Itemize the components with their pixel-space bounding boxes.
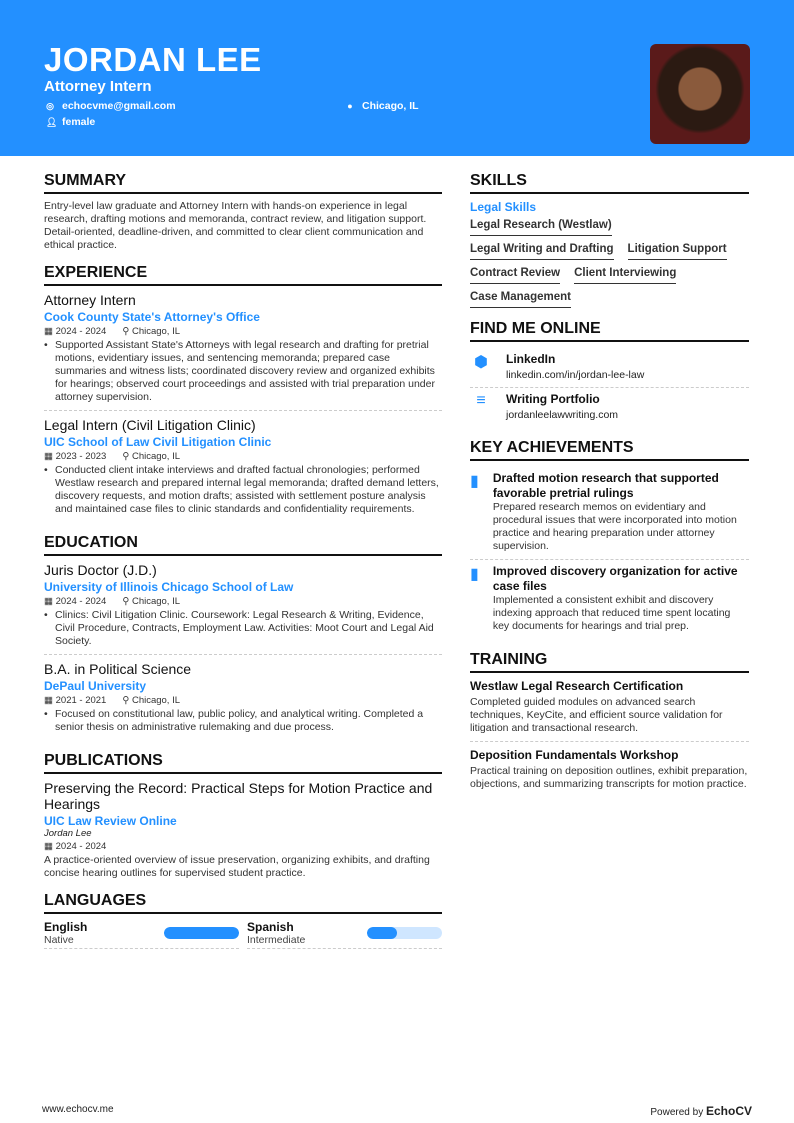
candidate-title: Attorney Intern <box>44 78 152 95</box>
dates: 2024 - 2024 <box>55 841 107 852</box>
proficiency-bar <box>164 927 239 939</box>
location-contact <box>346 100 419 112</box>
section-heading: LANGUAGES <box>44 892 442 914</box>
summary-section <box>44 172 442 252</box>
publication-description: A practice-oriented overview of issue preservation, organizing exhibits, and drafting concise hearing outlines for supervised student practice. <box>44 854 430 879</box>
skill-tag: Contract Review <box>470 264 560 284</box>
section-heading: SUMMARY <box>44 172 442 194</box>
calendar-icon: ▦ 2023 - 2023 <box>44 451 107 462</box>
section-heading: EXPERIENCE <box>44 264 442 286</box>
header <box>0 0 794 156</box>
achievement-text: Prepared research memos on evidentiary and procedural issues that were incorporated into motion practice and hearing preparation under attorney supervision. <box>492 501 737 552</box>
cube-icon: ⬢ <box>474 354 488 371</box>
email-text: echocvme@gmail.com <box>62 100 176 112</box>
gender-contact <box>46 116 95 128</box>
location-pin-icon: ⚲ Chicago, IL <box>122 695 181 706</box>
online-url[interactable]: linkedin.com/in/jordan-lee-law <box>506 369 645 381</box>
online-section <box>470 320 749 427</box>
achievement-title: Improved discovery organization for active case files <box>492 564 738 593</box>
author: Jordan Lee <box>44 828 92 839</box>
skill-tag: Case Management <box>470 288 571 308</box>
school: University of Illinois Chicago School of Law <box>44 580 294 594</box>
location-pin-icon: ⚲ Chicago, IL <box>122 326 181 337</box>
training-text: Completed guided modules on advanced search techniques, KeyCite, and efficient source validation for litigation and transactional research. <box>470 696 723 734</box>
training-title: Westlaw Legal Research Certification <box>470 679 684 693</box>
document-icon: ▮ <box>470 566 479 583</box>
online-url[interactable]: jordanleelawwriting.com <box>506 409 619 421</box>
section-heading: EDUCATION <box>44 534 442 556</box>
language-name: English <box>44 920 88 934</box>
language-level: Intermediate <box>247 934 306 946</box>
experience-item <box>44 292 442 411</box>
degree: B.A. in Political Science <box>44 661 192 677</box>
calendar-icon: ▦ 2024 - 2024 <box>44 326 107 337</box>
skill-tag: Client Interviewing <box>574 264 676 284</box>
achievement-text: Implemented a consistent exhibit and discovery indexing approach that reduced time spent locating key documents for hearings and trial prep. <box>492 594 731 632</box>
skill-tag: Litigation Support <box>628 240 727 260</box>
education-item <box>44 661 442 740</box>
summary-text: Entry-level law graduate and Attorney Intern with hands-on experience in legal research, drafting motions and memoranda, contract review, and litigation support. Detail-oriented, deadline-driven, and committed to clear client communication and ethical practice. <box>44 200 427 251</box>
training-section <box>470 651 749 797</box>
location: Chicago, IL <box>131 451 181 462</box>
publisher: UIC Law Review Online <box>44 814 177 828</box>
footer-site[interactable]: www.echocv.me <box>42 1104 114 1115</box>
language-level: Native <box>44 934 74 946</box>
powered-text: Powered by <box>650 1107 704 1118</box>
experience-section <box>44 264 442 522</box>
training-item <box>470 748 749 797</box>
training-item <box>470 679 749 742</box>
location-text: Chicago, IL <box>362 100 419 112</box>
dates: 2024 - 2024 <box>55 596 107 607</box>
dates: 2021 - 2021 <box>55 695 107 706</box>
skills-section <box>470 172 749 308</box>
language-item <box>247 920 442 949</box>
employer: Cook County State's Attorney's Office <box>44 310 260 324</box>
achievement-title: Drafted motion research that supported favorable pretrial rulings <box>492 471 719 500</box>
calendar-icon: ▦ 2024 - 2024 <box>44 596 107 607</box>
profile-photo <box>650 44 750 144</box>
school: DePaul University <box>44 679 147 693</box>
publications-section <box>44 752 442 880</box>
degree: Juris Doctor (J.D.) <box>44 562 157 578</box>
language-item <box>44 920 239 949</box>
achievement-item <box>470 560 749 639</box>
footer-powered <box>650 1104 752 1118</box>
proficiency-fill <box>367 927 397 939</box>
achievement-item <box>470 467 749 560</box>
proficiency-bar <box>367 927 442 939</box>
document-icon: ▮ <box>470 473 479 490</box>
location: Chicago, IL <box>131 695 181 706</box>
section-heading: TRAINING <box>470 651 749 673</box>
right-column <box>470 172 749 809</box>
dates: 2023 - 2023 <box>55 451 107 462</box>
employer: UIC School of Law Civil Litigation Clinic <box>44 435 272 449</box>
section-heading: PUBLICATIONS <box>44 752 442 774</box>
achievements-section <box>470 439 749 639</box>
experience-item <box>44 417 442 522</box>
publication-title: Preserving the Record: Practical Steps for Motion Practice and Hearings <box>44 780 433 812</box>
online-item <box>470 388 749 427</box>
location-pin-icon: ⚲ Chicago, IL <box>122 596 181 607</box>
lines-icon: ≡ <box>476 392 486 409</box>
job-title: Attorney Intern <box>44 292 136 308</box>
location: Chicago, IL <box>131 596 181 607</box>
skill-category: Legal Skills <box>470 200 537 214</box>
online-title: LinkedIn <box>506 352 556 366</box>
location-pin-icon: ⚲ Chicago, IL <box>122 451 181 462</box>
bullet: • Supported Assistant State's Attorneys with legal research and drafting for pretrial motions, evidentiary issues, and sentencing memoranda; prepared case summaries and witness lists; coordinated discovery review and organized exhibits for hearings; observed court proceedings and assisted with trial preparation under attorney supervision. <box>44 339 442 404</box>
person-icon: 👤︎ <box>46 116 58 127</box>
calendar-icon: ▦ 2021 - 2021 <box>44 695 107 706</box>
bullet: • Clinics: Civil Litigation Clinic. Coursework: Legal Research & Writing, Evidence, Civil Procedure, Contracts, Employment Law. Activities: Moot Court and Legal Aid Society. <box>44 609 442 648</box>
language-name: Spanish <box>247 920 294 934</box>
proficiency-fill <box>164 927 239 939</box>
candidate-name: JORDAN LEE <box>44 41 262 78</box>
bullet: • Focused on constitutional law, public policy, and analytical writing. Completed a senior thesis on administrative rulemaking and due process. <box>44 708 442 734</box>
location-pin-icon: ● <box>347 101 353 111</box>
gender-text: female <box>62 116 96 128</box>
online-item <box>470 348 749 388</box>
education-section <box>44 534 442 740</box>
job-title: Legal Intern (Civil Litigation Clinic) <box>44 417 256 433</box>
skill-tag: Legal Research (Westlaw) <box>470 216 612 236</box>
skill-tag: Legal Writing and Drafting <box>470 240 614 260</box>
bullet: • Conducted client intake interviews and drafted factual chronologies; performed Westlaw research and prepared internal legal memoranda; drafted demand letters, discovery requests, and motion drafts; assisted with settlement posture analysis and maintained case files to clinic standards and confidentiality requirements. <box>44 464 442 516</box>
training-text: Practical training on deposition outlines, exhibit preparation, objections, and summarizing transcripts for motion practice. <box>470 765 748 790</box>
calendar-icon: ▦ 2024 - 2024 <box>44 841 107 852</box>
training-title: Deposition Fundamentals Workshop <box>470 748 679 762</box>
email-contact <box>46 100 176 112</box>
brand-logo: EchoCV <box>705 1104 752 1118</box>
languages-section <box>44 892 442 949</box>
education-item <box>44 562 442 655</box>
section-heading: FIND ME ONLINE <box>470 320 749 342</box>
left-column <box>44 172 442 961</box>
dates: 2024 - 2024 <box>55 326 107 337</box>
at-icon: ◎ <box>46 100 54 111</box>
online-title: Writing Portfolio <box>506 392 600 406</box>
location: Chicago, IL <box>131 326 181 337</box>
section-heading: SKILLS <box>470 172 749 194</box>
section-heading: KEY ACHIEVEMENTS <box>470 439 749 461</box>
